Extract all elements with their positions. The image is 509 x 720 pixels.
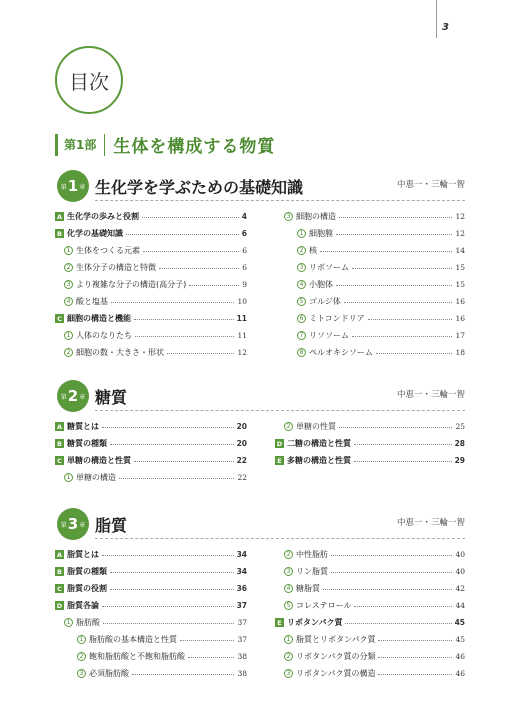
toc-entry-page: 45 [454,618,465,627]
toc-entry-page: 38 [237,669,247,678]
toc-entry-page: 42 [455,584,465,593]
number-circle-marker: 2 [284,550,293,559]
dot-leader [331,572,452,573]
number-circle-marker: 2 [284,422,293,431]
number-circle-marker: 4 [64,297,73,306]
part-separator [104,134,105,156]
toc-entry-page: 10 [237,297,247,306]
number-circle-marker: 1 [64,618,73,627]
toc-entry[interactable] [55,435,247,452]
toc-entry-page: 14 [455,246,465,255]
toc-entry-page: 11 [236,314,247,323]
toc-entry[interactable] [55,648,247,665]
toc-entry-page: 20 [236,422,247,431]
toc-entry-label: ミトコンドリア [309,314,365,323]
toc-entry-label: 生体分子の構造と特徴 [76,263,156,272]
toc-entry[interactable] [275,225,465,242]
number-circle-marker: 4 [297,280,306,289]
chapter-2-left-col [55,418,247,486]
toc-entry[interactable] [275,614,465,631]
toc-entry-label: 細胞の構造と機能 [67,314,131,323]
toc-entry-page: 25 [455,422,465,431]
dot-leader [143,251,239,252]
toc-entry-label: 単糖の性質 [296,422,336,431]
dot-leader [336,234,452,235]
chapter-2-title[interactable]: 糖質 [95,388,128,407]
dot-leader [142,217,239,218]
number-circle-marker: 3 [297,263,306,272]
part-title: 生体を構成する物質 [113,137,276,157]
toc-entry-label: 細胞の数・大きさ・形状 [76,348,164,357]
chapter-2-badge: 第 2 章 [57,380,89,412]
toc-entry-page: 44 [455,601,465,610]
section-letter-marker: D [276,439,283,448]
toc-entry-label: 糖質とは [67,422,99,431]
dot-leader [323,589,452,590]
toc-entry-page: 12 [455,212,465,221]
number-circle-marker: 1 [64,473,73,482]
toc-entry-label: 核 [309,246,317,255]
dot-leader [134,319,234,320]
chapter-1 [55,170,465,357]
chapter-2 [55,380,465,482]
toc-entry-label: 脂質の役割 [67,584,107,593]
dot-leader [189,285,239,286]
toc-entry[interactable] [55,208,247,225]
dot-leader [378,674,452,675]
dot-leader [344,302,453,303]
toc-entry-label: リポタンパク質 [287,618,343,627]
toc-entry-page: 17 [455,331,465,340]
section-letter-marker: B [55,567,64,576]
toc-entry[interactable] [275,631,465,648]
toc-entry-label: 脂質各論 [67,601,99,610]
dot-leader [352,268,452,269]
toc-entry-label: コレステロール [296,601,352,610]
number-circle-marker: 3 [284,669,293,678]
toc-entry-page: 16 [455,297,465,306]
chapter-3-right-col [275,546,465,682]
toc-entry-page: 6 [242,263,247,272]
chapter-2-right-col [275,418,465,486]
part-label: 第1部 [64,138,97,152]
dot-leader [354,444,452,445]
toc-entry[interactable] [55,631,247,648]
toc-entry[interactable] [275,418,465,435]
toc-entry[interactable] [275,293,465,310]
dot-leader [132,674,234,675]
number-circle-marker: 2 [297,246,306,255]
section-letter-marker: C [55,314,64,323]
number-circle-marker: 1 [297,229,306,238]
toc-entry-label: ゴルジ体 [309,297,341,306]
toc-entry-page: 34 [236,567,247,576]
toc-entry-page: 29 [454,456,465,465]
toc-entry[interactable] [55,546,247,563]
number-circle-marker: 3 [77,669,86,678]
dot-leader [378,657,452,658]
number-circle-marker: 5 [297,297,306,306]
toc-entry[interactable] [55,614,247,631]
toc-entry-label: 化学の基礎知識 [67,229,123,238]
number-circle-marker: 1 [64,331,73,340]
toc-entry-label: 脂肪酸の基本構造と性質 [89,635,177,644]
section-letter-marker: A [56,422,63,431]
chapter-3-left-col [55,546,247,682]
section-letter-marker: C [55,456,64,465]
chapter-3 [55,508,465,678]
dot-leader [103,623,234,624]
number-circle-marker: 2 [64,263,73,272]
toc-entry[interactable] [275,276,465,293]
section-letter-marker: B [55,229,64,238]
section-letter-marker: B [55,439,64,448]
toc-entry-page: 22 [237,473,247,482]
toc-entry-label: 二糖の構造と性質 [287,439,351,448]
dot-leader [110,444,234,445]
toc-entry[interactable] [55,665,247,682]
toc-entry[interactable] [275,563,465,580]
number-circle-marker: 5 [284,601,293,610]
toc-entry[interactable] [275,327,465,344]
dot-leader [119,478,234,479]
toc-entry-label: 生体をつくる元素 [76,246,140,255]
toc-entry[interactable] [55,225,247,242]
toc-entry-label: ペルオキシソーム [309,348,373,357]
toc-entry[interactable] [55,563,247,580]
toc-entry-label: 糖質の種類 [67,439,107,448]
toc-entry[interactable] [55,580,247,597]
number-circle-marker: 4 [284,584,293,593]
toc-entry-page: 12 [455,229,465,238]
chapter-1-rule [95,200,465,201]
toc-entry-label: リソソーム [309,331,349,340]
toc-entry-label: 脂質とは [67,550,99,559]
page-number: 3 [442,22,449,33]
toc-entry[interactable] [55,418,247,435]
toc-entry-label: 単糖の構造 [76,473,116,482]
number-circle-marker: 2 [77,652,86,661]
toc-entry[interactable] [275,580,465,597]
dot-leader [320,251,452,252]
toc-entry-page: 11 [237,331,247,340]
dot-leader [159,268,239,269]
toc-entry-page: 18 [455,348,465,357]
dot-leader [135,336,234,337]
toc-entry-label: リポタンパク質の構造 [296,669,376,678]
toc-entry-page: 6 [242,246,247,255]
toc-entry-label: より複雑な分子の構造(高分子) [76,280,187,289]
toc-entry[interactable] [275,648,465,665]
toc-entry-label: 脂肪酸 [76,618,100,627]
number-circle-marker: 1 [64,246,73,255]
toc-entry[interactable] [55,469,247,486]
toc-entry-label: 酸と塩基 [76,297,108,306]
toc-entry-label: 細胞の構造 [296,212,336,221]
number-circle-marker: 1 [77,635,86,644]
dot-leader [354,461,452,462]
toc-entry-page: 15 [455,263,465,272]
toc-entry-page: 45 [455,635,465,644]
toc-entry-label: 多糖の構造と性質 [287,456,351,465]
chapter-2-rule [95,410,465,411]
toc-entry-page: 4 [241,212,247,221]
toc-entry[interactable] [55,597,247,614]
toc-entry-label: 中性脂肪 [296,550,328,559]
toc-entry[interactable] [275,435,465,452]
number-circle-marker: 3 [64,280,73,289]
section-letter-marker: E [275,456,284,465]
dot-leader [110,572,234,573]
toc-entry-label: 糖脂質 [296,584,320,593]
number-circle-marker: 1 [284,635,293,644]
toc-entry-page: 40 [455,550,465,559]
dot-leader [368,319,453,320]
dot-leader [339,427,452,428]
number-circle-marker: 2 [284,652,293,661]
chapter-3-rule [95,538,465,539]
chapter-1-badge: 第 1 章 [57,170,89,202]
dot-leader [126,234,239,235]
dot-leader [167,353,234,354]
dot-leader [336,285,452,286]
chapter-2-authors: 中恵一・三輪一智 [396,390,465,400]
toc-entry-page: 46 [455,669,465,678]
chapter-1-right-col [275,208,465,361]
toc-entry-label: 単糖の構造と性質 [67,456,131,465]
dot-leader [102,427,234,428]
toc-entry[interactable] [55,293,247,310]
toc-entry[interactable] [275,310,465,327]
toc-entry[interactable] [275,344,465,361]
dot-leader [180,640,234,641]
toc-entry-page: 15 [455,280,465,289]
dot-leader [376,353,453,354]
toc-entry[interactable] [55,327,247,344]
toc-entry-label: 人体のなりたち [76,331,132,340]
number-circle-marker: 6 [297,314,306,323]
toc-entry-page: 34 [236,550,247,559]
toc-entry[interactable] [55,276,247,293]
toc-entry[interactable] [55,259,247,276]
dot-leader [345,623,451,624]
toc-entry-page: 37 [237,618,247,627]
number-circle-marker: 3 [284,212,293,221]
toc-entry[interactable] [275,242,465,259]
toc-entry-label: リポタンパク質の分類 [296,652,376,661]
chapter-3-authors: 中恵一・三輪一智 [396,518,465,528]
dot-leader [352,336,452,337]
chapter-1-left-col [55,208,247,361]
toc-entry-label: 脂質とリポタンパク質 [296,635,376,644]
section-letter-marker: D [56,601,63,610]
dot-leader [339,217,452,218]
chapter-1-title[interactable]: 生化学を学ぶための基礎知識 [95,178,304,197]
toc-title: 目次 [55,46,123,114]
toc-entry-page: 36 [236,584,247,593]
toc-entry-page: 22 [236,456,247,465]
toc-entry[interactable] [275,208,465,225]
toc-entry-label: 必須脂肪酸 [89,669,129,678]
toc-entry-page: 40 [455,567,465,576]
toc-entry[interactable] [275,452,465,469]
toc-entry-page: 38 [237,652,247,661]
section-letter-marker: A [56,550,63,559]
toc-entry-page: 6 [241,229,247,238]
number-circle-marker: 2 [64,348,73,357]
dot-leader [331,555,452,556]
dot-leader [188,657,234,658]
dot-leader [102,606,234,607]
chapter-1-authors: 中恵一・三輪一智 [396,180,465,190]
toc-entry-label: 生化学の歩みと役割 [67,212,139,221]
toc-entry-label: 細胞膜 [309,229,333,238]
chapter-3-badge: 第 3 章 [57,508,89,540]
dot-leader [102,555,234,556]
page-number-rule [436,0,437,38]
dot-leader [134,461,234,462]
toc-entry-page: 37 [237,635,247,644]
toc-entry[interactable] [55,452,247,469]
number-circle-marker: 7 [297,331,306,340]
section-letter-marker: E [275,618,284,627]
toc-entry-page: 20 [236,439,247,448]
part-bar [55,134,58,156]
part-heading [55,132,275,157]
toc-entry-page: 9 [242,280,247,289]
toc-entry-label: 脂質の種類 [67,567,107,576]
toc-entry[interactable] [275,259,465,276]
section-letter-marker: C [55,584,64,593]
number-circle-marker: 8 [297,348,306,357]
toc-entry[interactable] [55,310,247,327]
toc-entry[interactable] [55,242,247,259]
dot-leader [111,302,234,303]
toc-entry-page: 16 [455,314,465,323]
dot-leader [378,640,452,641]
toc-entry-page: 37 [236,601,247,610]
toc-entry-label: 小胞体 [309,280,333,289]
toc-entry-page: 12 [237,348,247,357]
chapter-3-title[interactable]: 脂質 [95,516,128,535]
dot-leader [110,589,234,590]
number-circle-marker: 3 [284,567,293,576]
section-letter-marker: A [56,212,63,221]
toc-entry-page: 28 [454,439,465,448]
toc-entry-label: 飽和脂肪酸と不飽和脂肪酸 [89,652,185,661]
toc-entry-page: 46 [455,652,465,661]
toc-entry[interactable] [55,344,247,361]
toc-entry-label: リン脂質 [296,567,328,576]
toc-entry[interactable] [275,597,465,614]
toc-entry-label: リボソーム [309,263,349,272]
dot-leader [354,606,452,607]
toc-entry[interactable] [275,665,465,682]
toc-entry[interactable] [275,546,465,563]
